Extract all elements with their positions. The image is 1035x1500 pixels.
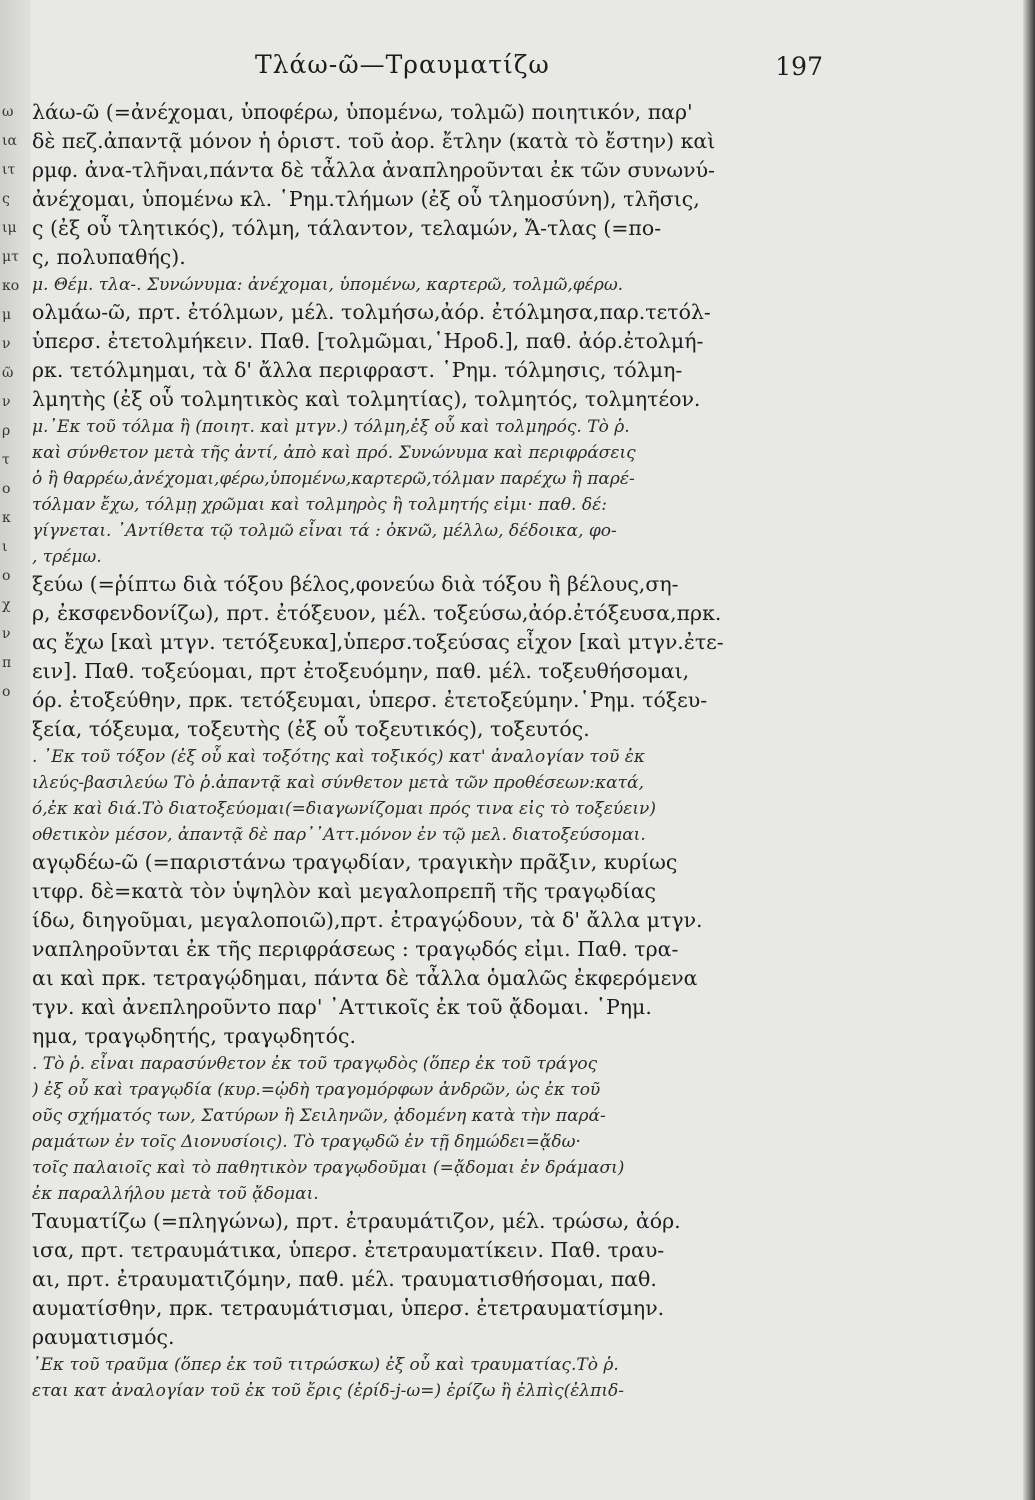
entry-line: ιτφρ. δὲ=κατὰ τὸν ὑψηλὸν καὶ μεγαλοπρεπῆ τῆς τραγῳδίας <box>32 879 657 903</box>
entry-line: ς (ἐξ οὗ τλητικός), τόλμη, τάλαντον, τελαμών, Ἄ-τλας (=πο- <box>32 216 662 240</box>
entry-line: ειν]. Παθ. τοξεύομαι, πρτ ἐτοξευόμην, παθ. μέλ. τοξευθήσομαι, <box>32 659 690 683</box>
margin-fragment: ο <box>2 568 11 584</box>
entry-line: όρ. ἐτοξεύθην, πρκ. τετόξευμαι, ὑπερσ. ἐτετοξεύμην.῾Ρημ. τόξευ- <box>32 688 708 712</box>
entry-line: ραυματισμός. <box>32 1325 175 1349</box>
margin-fragment: χ <box>2 597 11 613</box>
running-header <box>0 50 1035 90</box>
entry-line: Ταυματίζω (=πληγώνω), πρτ. ἐτραυμάτιζον, μέλ. τρώσω, ἀόρ. <box>32 1209 681 1233</box>
entry-line: λάω-ῶ (=ἀνέχομαι, ὑποφέρω, ὑπομένω, τολμῶ) ποιητικόν, παρ' <box>32 100 693 124</box>
entry-line: λμητὴς (ἐξ οὗ τολμητικὸς καὶ τολμητίας), τολμητός, τολμητέον. <box>32 387 701 411</box>
header-title: Τλάω-ῶ—Τραυματίζω <box>255 50 550 79</box>
margin-fragment: τ <box>2 452 10 468</box>
entry-line: αυματίσθην, πρκ. τετραυμάτισμαι, ὑπερσ. ἐτετραυματίσμην. <box>32 1296 665 1320</box>
note-line: γίγνεται. ᾿Αντίθετα τῷ τολμῶ εἶναι τά : ὀκνῶ, μέλλω, δέδοικα, φο- <box>32 521 617 541</box>
margin-fragment: ο <box>2 684 11 700</box>
margin-fragment: ιμ <box>2 220 17 236</box>
entry-line: ρμφ. ἀνα-τλῆναι,πάντα δὲ τἆλλα ἀναπληροῦνται ἐκ τῶν συνωνύ- <box>32 158 715 182</box>
note-line: ᾿Εκ τοῦ τραῦμα (ὅπερ ἐκ τοῦ τιτρώσκω) ἐξ οὗ καὶ τραυματίας.Τὸ ῥ. <box>32 1355 619 1375</box>
entry-line: ἀνέχομαι, ὑπομένω κλ. ῾Ρημ.τλήμων (ἐξ οὗ τλημοσύνη), τλῆσις, <box>32 187 700 211</box>
note-line: εται κατ ἀναλογίαν τοῦ ἐκ τοῦ ἔρις (ἐρίδ-j-ω=) ἐρίζω ἢ ἐλπὶς(ἐλπιδ- <box>32 1381 625 1401</box>
margin-fragment: ια <box>2 133 17 149</box>
entry-line: ναπληροῦνται ἐκ τῆς περιφράσεως : τραγῳδός εἰμι. Παθ. τρα- <box>32 937 679 961</box>
margin-fragment: ω <box>2 104 14 120</box>
entry-line: αγῳδέω-ῶ (=παριστάνω τραγῳδίαν, τραγικὴν πρᾶξιν, κυρίως <box>32 850 678 874</box>
margin-fragment: ιτ <box>2 162 16 178</box>
note-line: , τρέμω. <box>32 547 102 567</box>
margin-fragment: ν <box>2 336 11 352</box>
entry-line: ὑπερσ. ἐτετολμήκειν. Παθ. [τολμῶμαι,῾Ηροδ.], παθ. ἀόρ.ἐτολμή- <box>32 329 704 353</box>
margin-fragment: ρ <box>2 423 11 439</box>
page-edge-shadow <box>1023 0 1035 1500</box>
entry-line: ίδω, διηγοῦμαι, μεγαλοποιῶ),πρτ. ἐτραγῴδουν, τὰ δ' ἄλλα μτγν. <box>32 908 703 932</box>
margin-fragment: ν <box>2 626 11 642</box>
note-line: καὶ σύνθετον μετὰ τῆς ἀντί, ἀπὸ καὶ πρό. Συνώνυμα καὶ περιφράσεις <box>32 443 636 463</box>
margin-fragment: κο <box>2 278 20 294</box>
note-line: μ.᾿Εκ τοῦ τόλμα ἢ (ποιητ. καὶ μτγν.) τόλμη,ἐξ οὗ καὶ τολμηρός. Τὸ ῥ. <box>32 417 630 437</box>
entry-line: αι, πρτ. ἐτραυματιζόμην, παθ. μέλ. τραυματισθήσομαι, παθ. <box>32 1267 657 1291</box>
note-line: οθετικὸν μέσον, ἀπαντᾷ δὲ παρ᾿᾿Αττ.μόνον ἐν τῷ μελ. διατοξεύσομαι. <box>32 825 646 845</box>
margin-fragment: μτ <box>2 249 19 265</box>
margin-fragment: ς <box>2 191 10 207</box>
dictionary-text <box>32 98 862 1404</box>
left-margin-fragments <box>2 98 30 707</box>
entry-line: ας ἔχω [καὶ μτγν. τετόξευκα],ὑπερσ.τοξεύσας εἶχον [καὶ μτγν.ἐτε- <box>32 630 724 654</box>
note-line: ἐκ παραλλήλου μετὰ τοῦ ᾄδομαι. <box>32 1184 319 1204</box>
entry-line: ξεία, τόξευμα, τοξευτὴς (ἐξ οὗ τοξευτικός), τοξευτός. <box>32 717 590 741</box>
margin-fragment: π <box>2 655 12 671</box>
entry-line: δὲ πεζ.ἀπαντᾷ μόνον ἡ ὁριστ. τοῦ ἀορ. ἔτλην (κατὰ τὸ ἔστην) καὶ <box>32 129 716 153</box>
margin-fragment: κ <box>2 510 11 526</box>
note-line: οῦς σχήματός των, Σατύρων ἢ Σειληνῶν, ᾀδομένη κατὰ τὴν παρά- <box>32 1106 606 1126</box>
entry-line: ς, πολυπαθής). <box>32 245 186 269</box>
margin-fragment: ο <box>2 481 11 497</box>
entry-line: ημα, τραγῳδητής, τραγῳδητός. <box>32 1024 356 1048</box>
note-line: τόλμαν ἔχω, τόλμῃ χρῶμαι καὶ τολμηρὸς ἢ τολμητής εἰμι· παθ. δέ: <box>32 495 607 515</box>
note-line: μ. Θέμ. τλα-. Συνώνυμα: ἀνέχομαι, ὑπομένω, καρτερῶ, τολμῶ,φέρω. <box>32 275 624 295</box>
margin-fragment: ῶ <box>2 365 14 381</box>
note-line: . ᾿Εκ τοῦ τόξον (ἐξ οὗ καὶ τοξότης καὶ τοξικός) κατ' ἀναλογίαν τοῦ ἐκ <box>32 747 645 767</box>
note-line: ιλεύς-βασιλεύω Τὸ ῥ.ἀπαντᾷ καὶ σύνθετον μετὰ τῶν προθέσεων:κατά, <box>32 773 644 793</box>
margin-fragment: ν <box>2 394 11 410</box>
entry-line: ρκ. τετόλμημαι, τὰ δ' ἄλλα περιφραστ. ῾Ρημ. τόλμησις, τόλμη- <box>32 358 683 382</box>
entry-line: ρ, ἐκσφενδονίζω), πρτ. ἐτόξευον, μέλ. τοξεύσω,ἀόρ.ἐτόξευσα,πρκ. <box>32 601 722 625</box>
entry-line: ισα, πρτ. τετραυμάτικα, ὑπερσ. ἐτετραυματίκειν. Παθ. τραυ- <box>32 1238 665 1262</box>
page-number: 197 <box>775 52 823 81</box>
note-line: . Τὸ ῥ. εἶναι παρασύνθετον ἐκ τοῦ τραγῳδὸς (ὅπερ ἐκ τοῦ τράγος <box>32 1054 598 1074</box>
entry-line: αι καὶ πρκ. τετραγῴδημαι, πάντα δὲ τἆλλα ὁμαλῶς ἐκφερόμενα <box>32 966 698 990</box>
note-line: ό,ἐκ καὶ διά.Τὸ διατοξεύομαι(=διαγωνίζομαι πρός τινα εἰς τὸ τοξεύειν) <box>32 799 656 819</box>
entry-line: ολμάω-ῶ, πρτ. ἐτόλμων, μέλ. τολμήσω,ἀόρ. ἐτόλμησα,παρ.τετόλ- <box>32 300 711 324</box>
entry-line: ξεύω (=ῥίπτω διὰ τόξου βέλος,φονεύω διὰ τόξου ἢ βέλους,ση- <box>32 572 679 596</box>
note-line: ραμάτων ἐν τοῖς Διονυσίοις). Τὸ τραγῳδῶ ἐν τῇ δημώδει=ᾄδω· <box>32 1132 581 1152</box>
margin-fragment: μ <box>2 307 12 323</box>
margin-fragment: ι <box>2 539 8 555</box>
note-line: τοῖς παλαιοῖς καὶ τὸ παθητικὸν τραγῳδοῦμαι (=ᾄδομαι ἐν δράμασι) <box>32 1158 625 1178</box>
entry-line: τγν. καὶ ἀνεπληροῦντο παρ' ᾿Αττικοῖς ἐκ τοῦ ᾄδομαι. ῾Ρημ. <box>32 995 652 1019</box>
note-line: ὁ ἢ θαρρέω,ἀνέχομαι,φέρω,ὑπομένω,καρτερῶ,τόλμαν παρέχω ἢ παρέ- <box>32 469 635 489</box>
note-line: ) ἐξ οὗ καὶ τραγῳδία (κυρ.=ᾠδὴ τραγομόρφων ἀνδρῶν, ὡς ἐκ τοῦ <box>32 1080 601 1100</box>
